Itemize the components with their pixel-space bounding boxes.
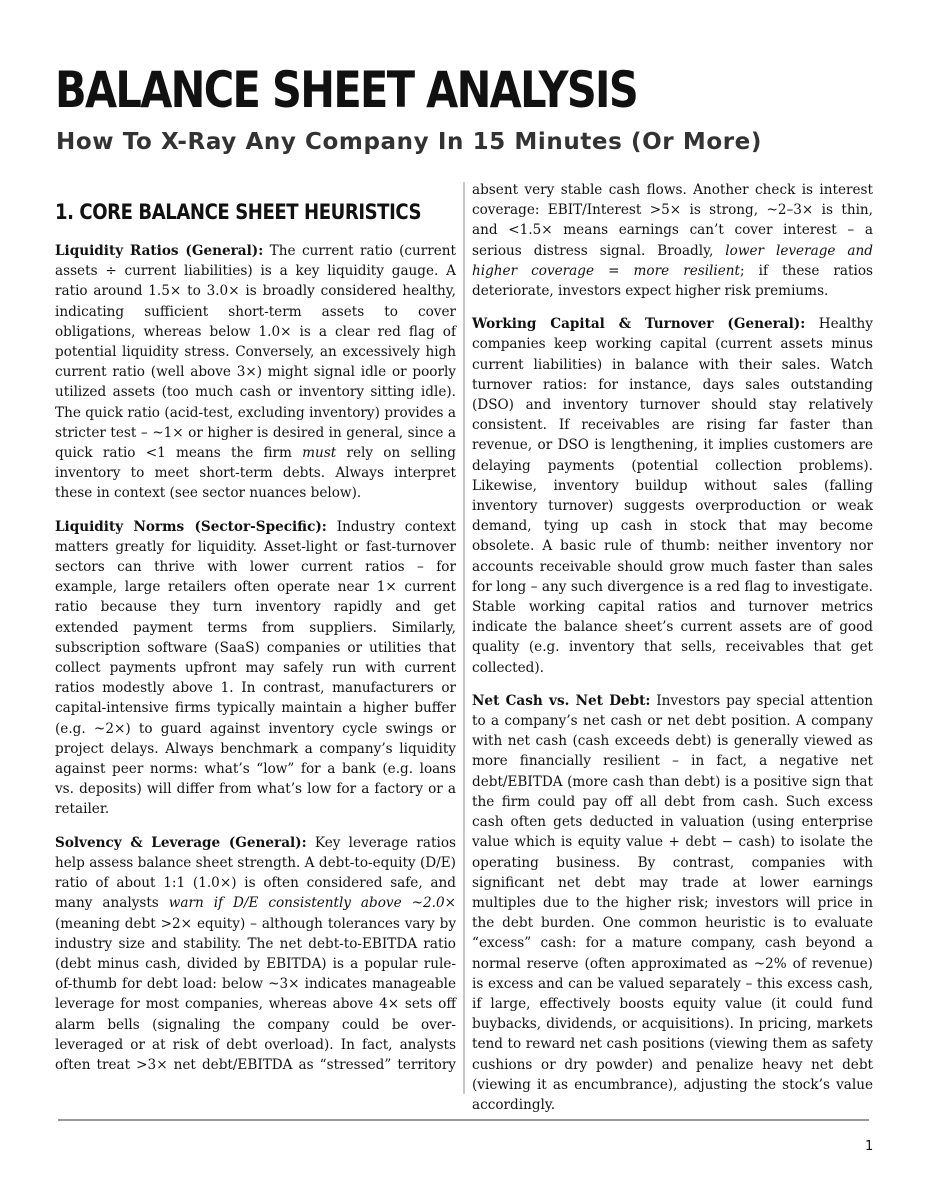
column-divider: [463, 182, 465, 1094]
paragraph-heading: Liquidity Norms (Sector-Specific):: [55, 518, 327, 535]
paragraph-text: Key leverage ratios help assess balance sheet strength. A debt-to-equity (D/E) ratio of about 1:1 (1.0×) is often considered safe, and many analysts: [55, 834, 456, 912]
paragraph-text: ; if these ratios deteriorate, investors expect higher risk premiums.: [472, 262, 874, 300]
page-number: 1: [865, 1139, 874, 1154]
paragraph-emphasis: warn if D/E consistently above ~2.0×: [168, 895, 456, 912]
paragraph-solvency-leverage-continued: [472, 180, 873, 301]
paragraph-text: rely on selling inventory to meet short-term debts. Always interpret these in context (see sector nuances below).: [55, 445, 456, 502]
left-column: [55, 180, 456, 1088]
section-heading: 1. CORE BALANCE SHEET HEURISTICS: [55, 200, 422, 224]
paragraph-emphasis: must: [302, 445, 337, 462]
document-subtitle: How To X-Ray Any Company In 15 Minutes (Or More): [56, 129, 762, 155]
paragraph-net-cash-net-debt: [472, 691, 873, 1115]
right-column: [472, 180, 873, 1128]
paragraph-heading: Liquidity Ratios (General):: [55, 243, 264, 259]
paragraph-text: Healthy companies keep working capital (current assets minus current liabilities) in balance with their sales. Watch turnover ratios: for instance, days sales outstanding (DSO) and inventory turnover should stay relatively consistent. If receivables are rising far faster than revenue, or DSO is lengthening, it implies customers are delaying payments (potential collection problems). Likewise, inventory buildup without sales (falling inventory turnover) suggests overproduction or weak demand, tying up cash in stock that may become obsolete. A basic rule of thumb: neither inventory nor accounts receivable should grow much faster than sales for long – any such divergence is a red flag to investigate. Stable working capital ratios and turnover metrics indicate the balance sheet’s current assets are of good quality (e.g. inventory that sells, receivables that get collected).: [472, 316, 873, 676]
paragraph-text: The current ratio (current assets ÷ current liabilities) is a key liquidity gauge. A ratio around 1.5× to 3.0× is broadly considered healthy, indicating sufficient short-term assets to cover obligations, whereas below 1.0× is a clear red flag of potential liquidity stress. Conversely, an excessively high current ratio (well above 3×) might signal idle or poorly utilized assets (too much cash or inventory sitting idle). The quick ratio (acid-test, excluding inventory) provides a stricter test – ~1× or higher is desired in general, since a quick ratio <1 means the firm: [55, 243, 456, 462]
paragraph-working-capital: [472, 314, 873, 678]
paragraph-heading: Solvency & Leverage (General):: [55, 834, 307, 851]
paragraph-solvency-leverage: [55, 833, 456, 1075]
paragraph-liquidity-norms: [55, 517, 456, 820]
paragraph-emphasis: lower leverage and higher coverage = more resilient: [472, 242, 873, 279]
paragraph-heading: Working Capital & Turnover (General):: [472, 316, 806, 333]
paragraph-text: absent very stable cash flows. Another check is interest coverage: EBIT/Interest >5× is strong, ~2–3× is thin, and <1.5× means earnings can’t cover interest – a serious distress signal. Broadly,: [472, 182, 873, 259]
paragraph-text: Investors pay special attention to a company’s net cash or net debt position. A company with net cash (cash exceeds debt) is generally viewed as more financially resilient – in fact, a negative net debt/EBITDA (more cash than debt) is a positive sign that the firm could pay off all debt from cash. Such excess cash often gets deducted in valuation (using enterprise value which is equity value + debt − cash) to isolate the operating business. By contrast, companies with significant net debt may trade at lower earnings multiples due to the higher risk; investors will price in the debt burden. One common heuristic is to evaluate “excess” cash: for a mature company, cash beyond a normal reserve (often approximated as ~2% of revenue) is excess and can be valued separately – this excess cash, if large, effectively boosts equity value (it could fund buybacks, dividends, or acquisitions). In pricing, markets tend to reward net cash positions (viewing them as safety cushions or dry powder) and penalize heavy net debt (viewing it as encumbrance), adjusting the stock’s value accordingly.: [472, 692, 874, 1113]
paragraph-heading: Net Cash vs. Net Debt:: [472, 692, 651, 709]
footer-rule: [58, 1119, 869, 1121]
paragraph-text: Industry context matters greatly for liquidity. Asset-light or fast-turnover sectors can thrive with lower current ratios – for example, large retailers often operate near 1× current ratio because they turn inventory rapidly and get extended payment terms from suppliers. Similarly, subscription software (SaaS) companies or utilities that collect payments upfront may safely run with current ratios modestly above 1. In contrast, manufacturers or capital-intensive firms typically maintain a higher buffer (e.g. ~2×) to guard against inventory cycle swings or project delays. Always benchmark a company’s liquidity against peer norms: what’s “low” for a bank (e.g. loans vs. deposits) will differ from what’s low for a factory or a retailer.: [55, 518, 456, 818]
paragraph-liquidity-ratios: [55, 241, 456, 504]
paragraph-text: (meaning debt >2× equity) – although tolerances vary by industry size and stability. The net debt-to-EBITDA ratio (debt minus cash, divided by EBITDA) is a popular rule-of-thumb for debt load: below ~3× indicates manageable leverage for most companies, whereas above 4× sets off alarm bells (signaling the company could be over-leveraged or at risk of debt overload). In fact, analysts often treat >3× net debt/EBITDA as “stressed” territory: [55, 915, 456, 1073]
document-title: BALANCE SHEET ANALYSIS: [55, 61, 638, 119]
